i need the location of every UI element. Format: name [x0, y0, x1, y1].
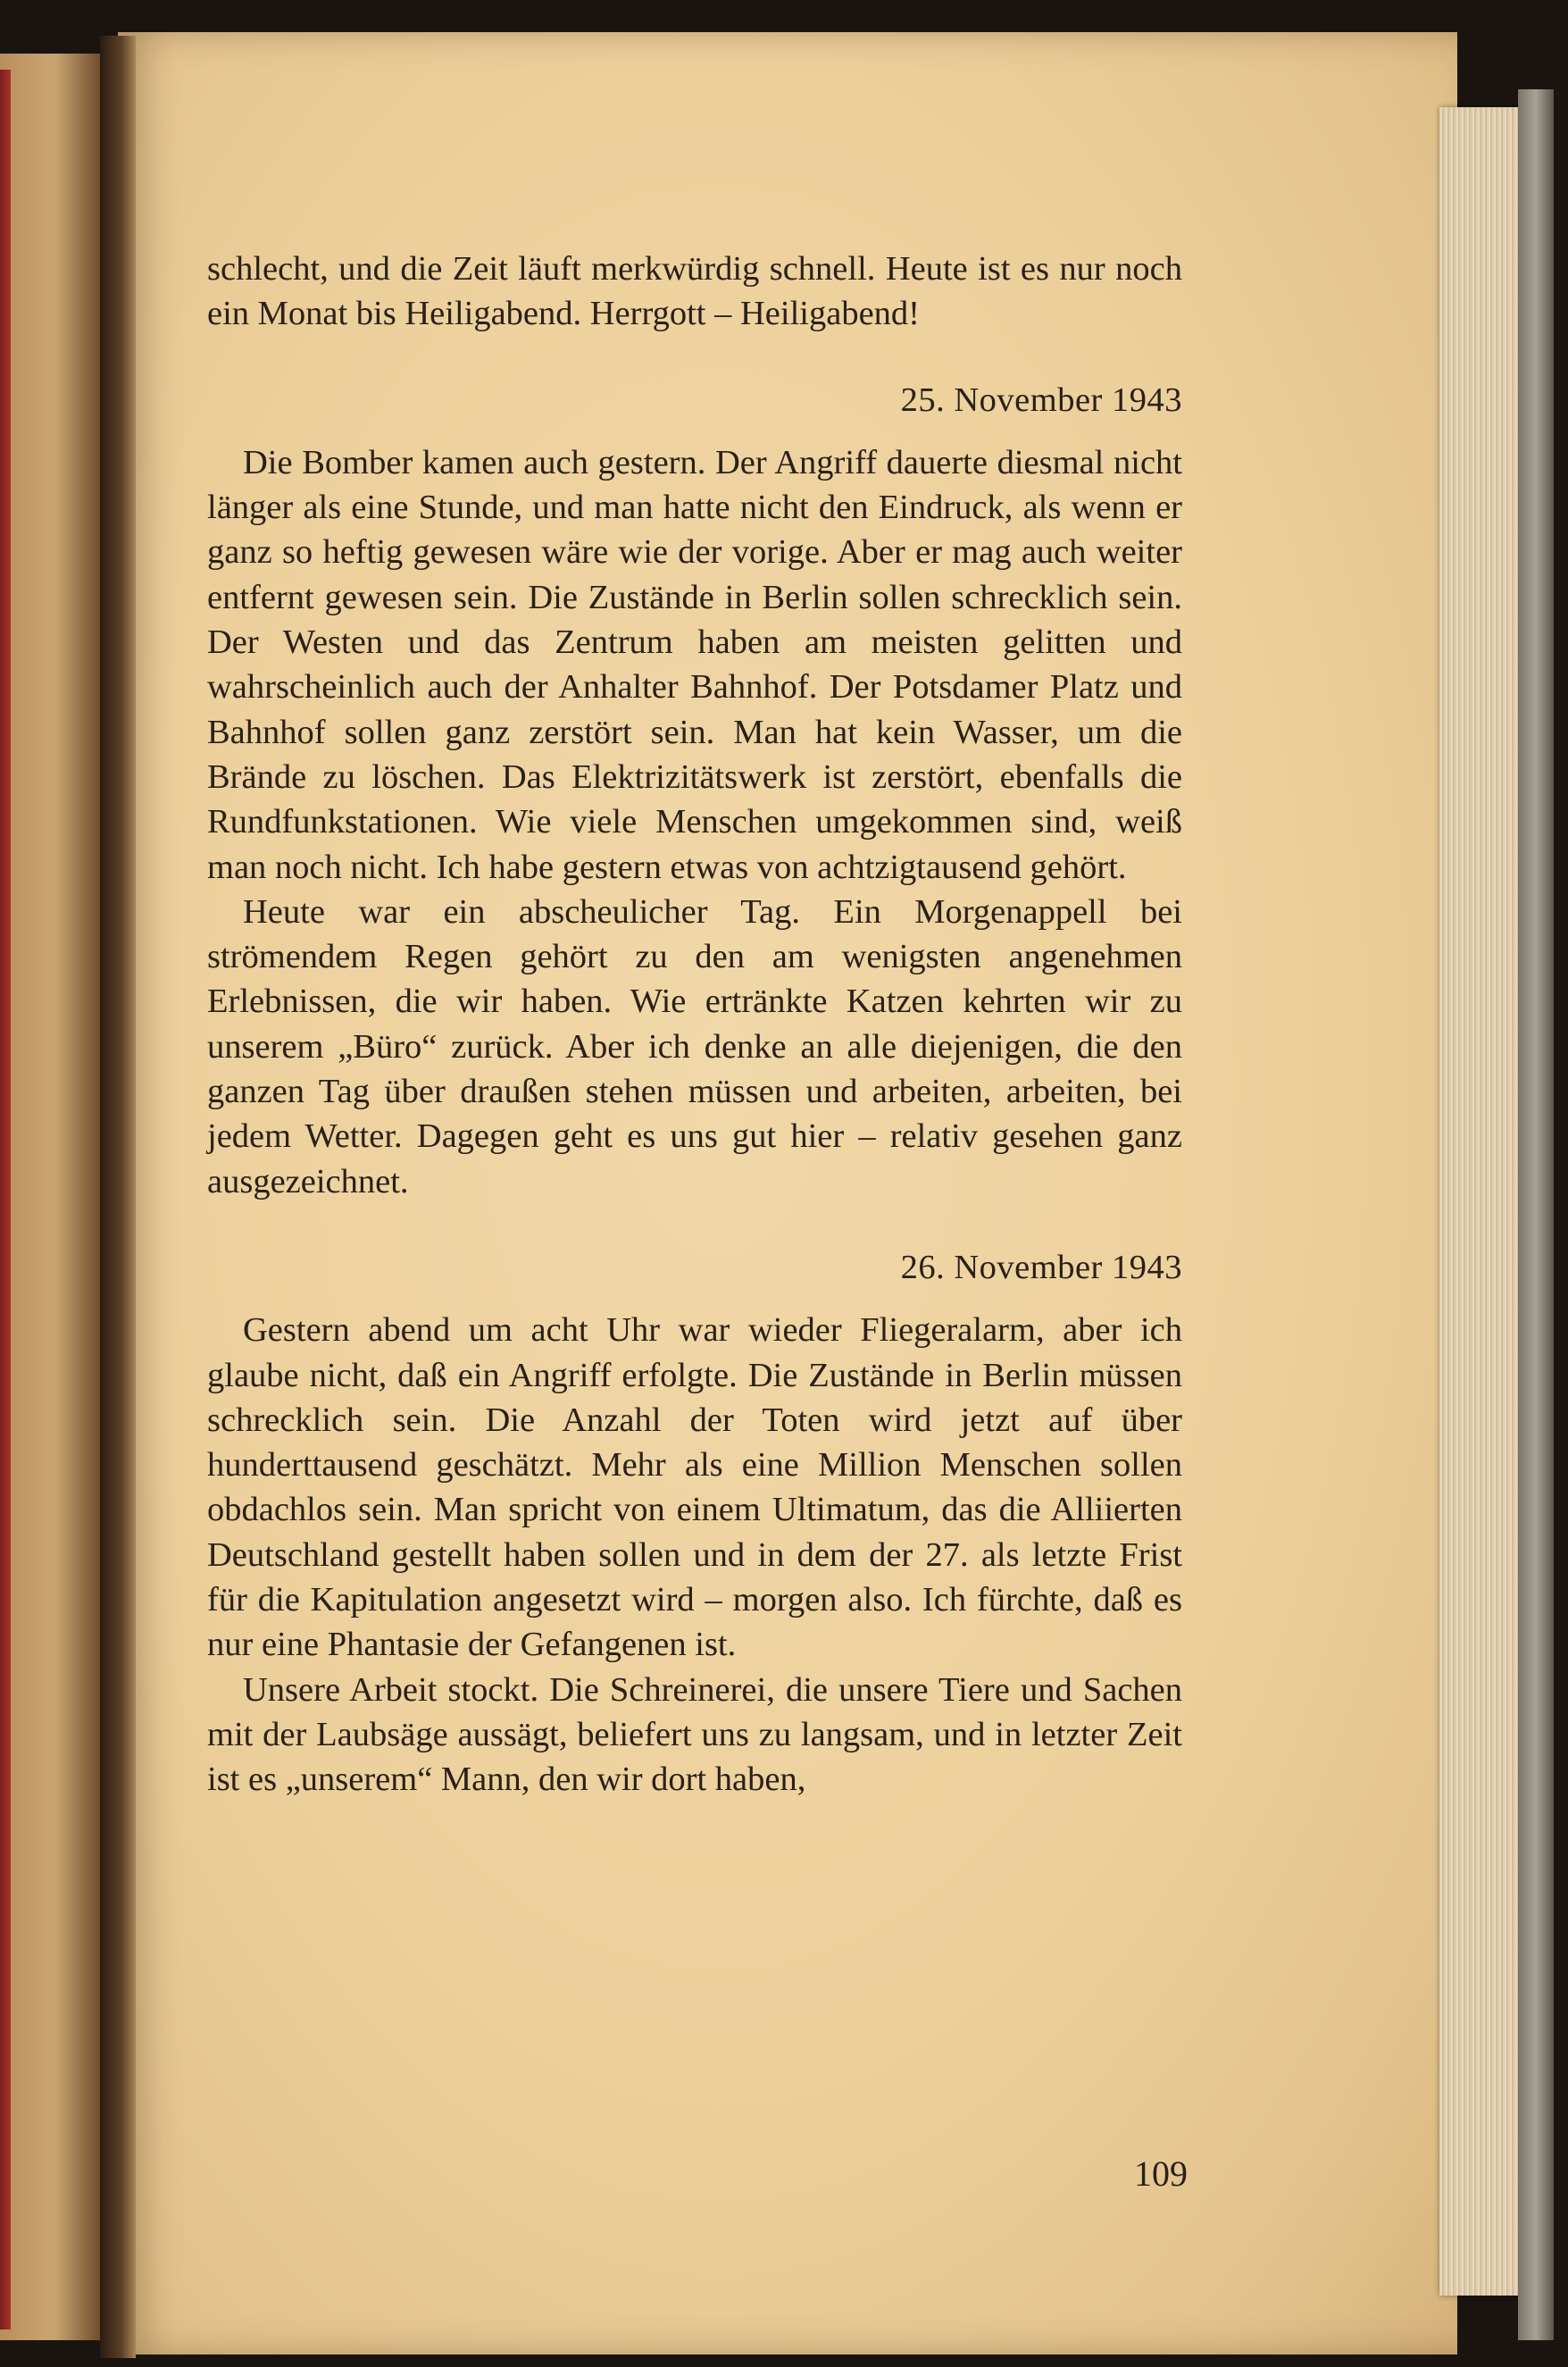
- entry-paragraph: Heute war ein abscheulicher Tag. Ein Morgenappell bei strömendem Regen gehört zu den am wenigsten angenehmen Erlebnissen, die wir haben. Wie ertränkte Katzen kehrten wir zu unserem „Büro“ zurück. Aber ich denke an alle diejenigen, die den ganzen Tag über draußen stehen müssen und arbeiten, arbeiten, bei jedem Wetter. Dagegen geht es uns gut hier – relativ gesehen ganz ausgezeichnet.: [207, 892, 1182, 1200]
- book-gutter: [100, 36, 136, 2358]
- entry-paragraph: Die Bomber kamen auch gestern. Der Angriff dauerte diesmal nicht länger als eine Stunde, und man hatte nicht den Eindruck, als wenn er ganz so heftig gewesen wäre wie der vorige. Aber er mag auch weiter entfernt gewesen sein. Die Zustände in Berlin sollen schrecklich sein. Der Westen und das Zentrum haben am meisten gelitten und wahrscheinlich auch der Anhalter Bahnhof. Der Potsdamer Platz und Bahnhof sollen ganz zerstört sein. Man hat kein Wasser, um die Brände zu löschen. Das Elektrizitätswerk ist zerstört, ebenfalls die Rundfunkstationen. Wie viele Menschen umgekommen sind, weiß man noch nicht. Ich habe gestern etwas von achtzigtausend gehört.: [207, 443, 1182, 886]
- entry-paragraph: Unsere Arbeit stockt. Die Schreinerei, die unsere Tiere und Sachen mit der Laubsäge aussägt, beliefert uns zu langsam, und in letzter Zeit ist es „unserem“ Mann, den wir dort haben,: [207, 1670, 1182, 1799]
- page-number: 109: [1134, 2154, 1188, 2194]
- page-text-block: [207, 247, 1182, 1802]
- book-cover-edge: [1518, 89, 1554, 2340]
- entry-date: 25. November 1943: [900, 381, 1182, 419]
- opening-paragraph: schlecht, und die Zeit läuft merkwürdig schnell. Heute ist es nur noch ein Monat bis Heiligabend. Herrgott – Heiligabend!: [207, 250, 1182, 333]
- red-binding-edge: [0, 70, 11, 2329]
- entry-paragraph: Gestern abend um acht Uhr war wieder Fliegeralarm, aber ich glaube nicht, daß ein Angriff erfolgte. Die Zustände in Berlin müssen schrecklich sein. Die Anzahl der Toten wird jetzt auf über hunderttausend geschätzt. Mehr als eine Million Menschen sollen obdachlos sein. Man spricht von einem Ultimatum, das die Alliierten Deutschland gestellt haben sollen und in dem der 27. als letzte Frist für die Kapitulation angesetzt wird – morgen also. Ich fürchte, daß es nur eine Phantasie der Gefangenen ist.: [207, 1311, 1182, 1664]
- page-edges-stack: [1439, 107, 1529, 2296]
- entry-date: 26. November 1943: [900, 1248, 1182, 1286]
